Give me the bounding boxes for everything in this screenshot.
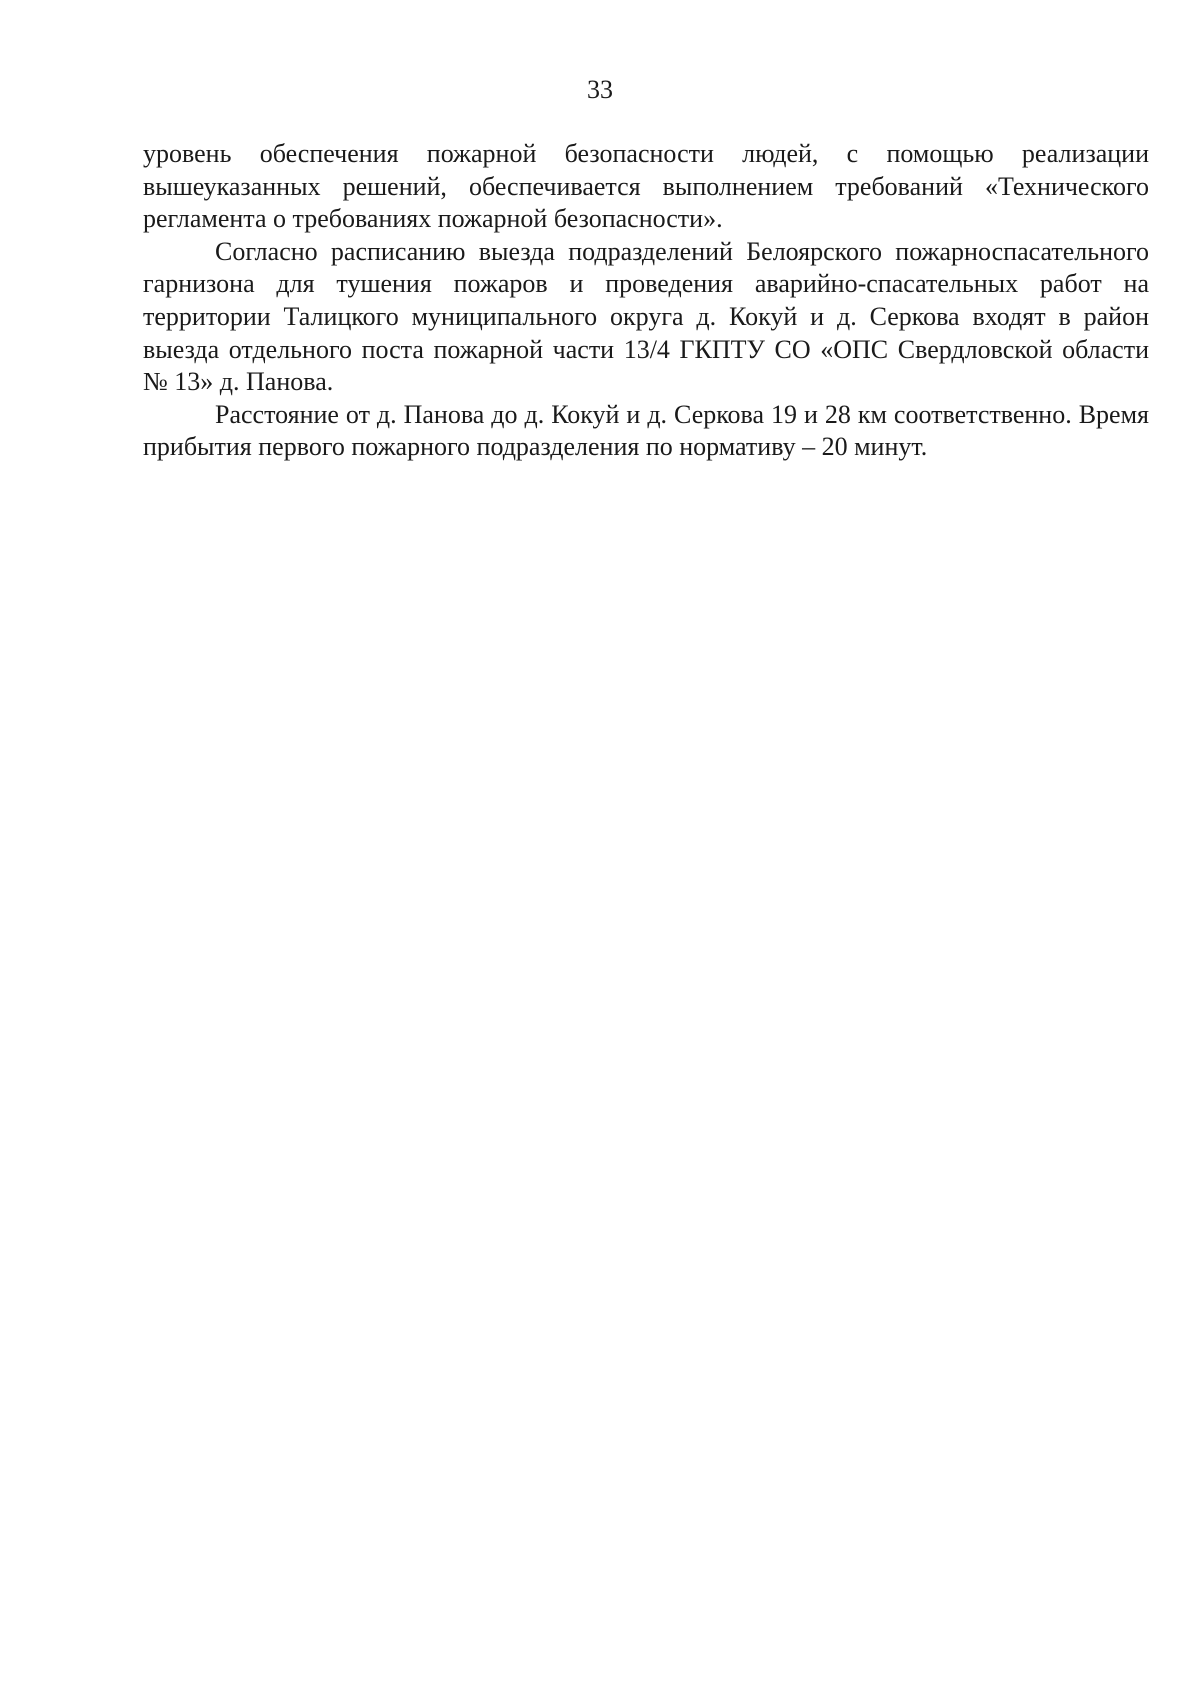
paragraph-distance-arrival-time: Расстояние от д. Панова до д. Кокуй и д. Серкова 19 и 28 км соответственно. Время прибытия первого пожарного подразделения по нормативу – 20 минут. [143,399,1149,462]
page-number: 33 [587,75,613,104]
paragraph-fire-safety-level: уровень обеспечения пожарной безопасности людей, с помощью реализации вышеуказанных решений, обеспечивается выполнением требований «Технического регламента о требованиях пожарной безопасности». [143,139,1149,234]
document-body [143,138,1149,464]
paragraph-dispatch-schedule: Согласно расписанию выезда подразделений Белоярского пожарноспасательного гарнизона для тушения пожаров и проведения аварийно-спасательных работ на территории Талицкого муниципального округа д. Кокуй и д. Серкова входят в район выезда отдельного поста пожарной части 13/4 ГКПТУ СО «ОПС Свердловской области № 13» д. Панова. [143,236,1149,397]
